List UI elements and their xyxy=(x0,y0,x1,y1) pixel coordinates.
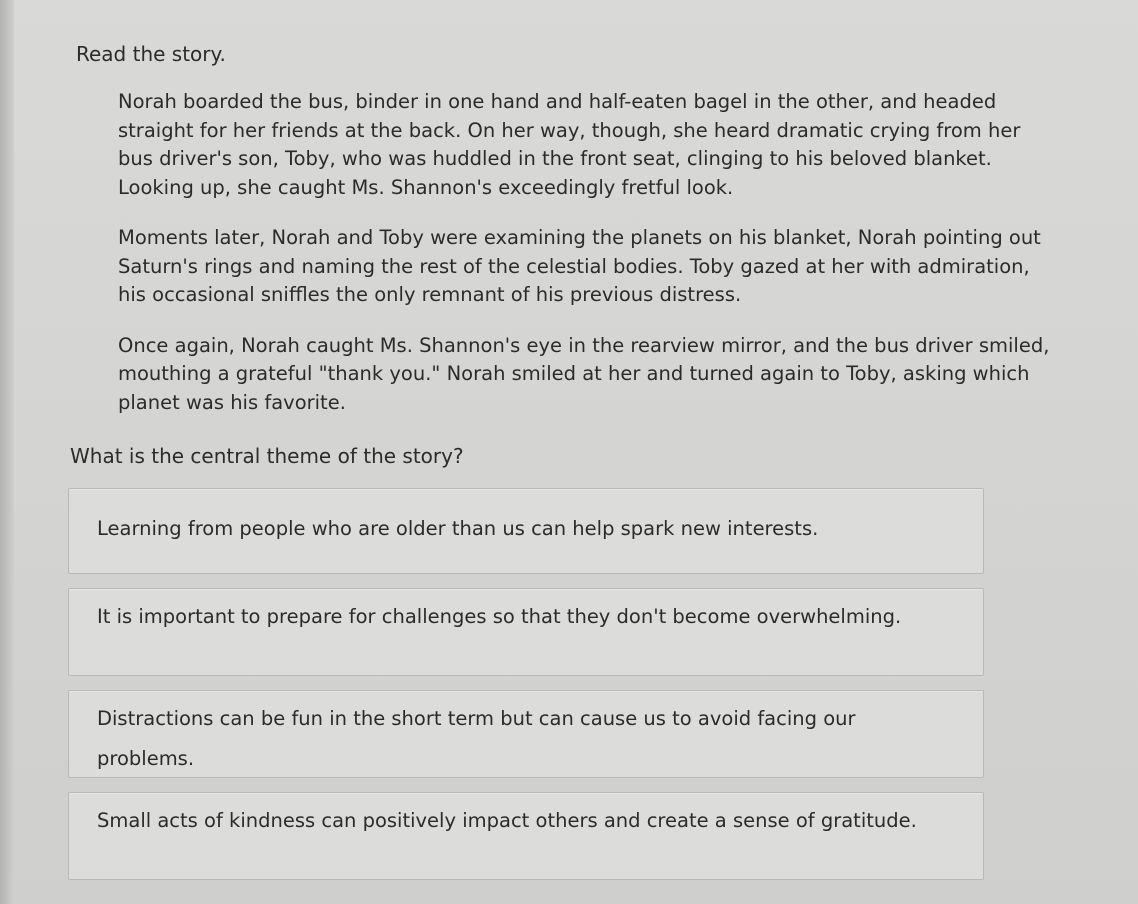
answer-choice-2[interactable]: It is important to prepare for challenges so that they don't become overwhelming. xyxy=(68,588,984,676)
question-panel xyxy=(14,0,1138,904)
story-passage xyxy=(118,88,1058,439)
story-paragraph-1: Norah boarded the bus, binder in one hand and half-eaten bagel in the other, and headed straight for her friends at the back. On her way, though, she heard dramatic crying from her bus driver's son, Toby, who was huddled in the front seat, clinging to his beloved blanket. Looking up, she caught Ms. Shannon's exceedingly fretful look. xyxy=(118,90,1021,199)
screen-edge-shadow xyxy=(0,0,14,904)
answer-choices xyxy=(68,488,984,894)
story-paragraph-2: Moments later, Norah and Toby were examining the planets on his blanket, Norah pointing out Saturn's rings and naming the rest of the celestial bodies. Toby gazed at her with admiration, his occasional sniffles the only remnant of his previous distress. xyxy=(118,226,1041,306)
question-prompt: What is the central theme of the story? xyxy=(70,444,464,468)
answer-choice-1[interactable]: Learning from people who are older than us can help spark new interests. xyxy=(68,488,984,574)
story-paragraph-3: Once again, Norah caught Ms. Shannon's eye in the rearview mirror, and the bus driver smiled, mouthing a grateful "thank you." Norah smiled at her and turned again to Toby, asking which planet was his favorite. xyxy=(118,333,1050,414)
answer-choice-4[interactable]: Small acts of kindness can positively impact others and create a sense of gratitude. xyxy=(68,792,984,880)
instruction-text: Read the story. xyxy=(76,42,226,66)
answer-choice-3[interactable]: Distractions can be fun in the short term but can cause us to avoid facing our problems. xyxy=(68,690,984,778)
